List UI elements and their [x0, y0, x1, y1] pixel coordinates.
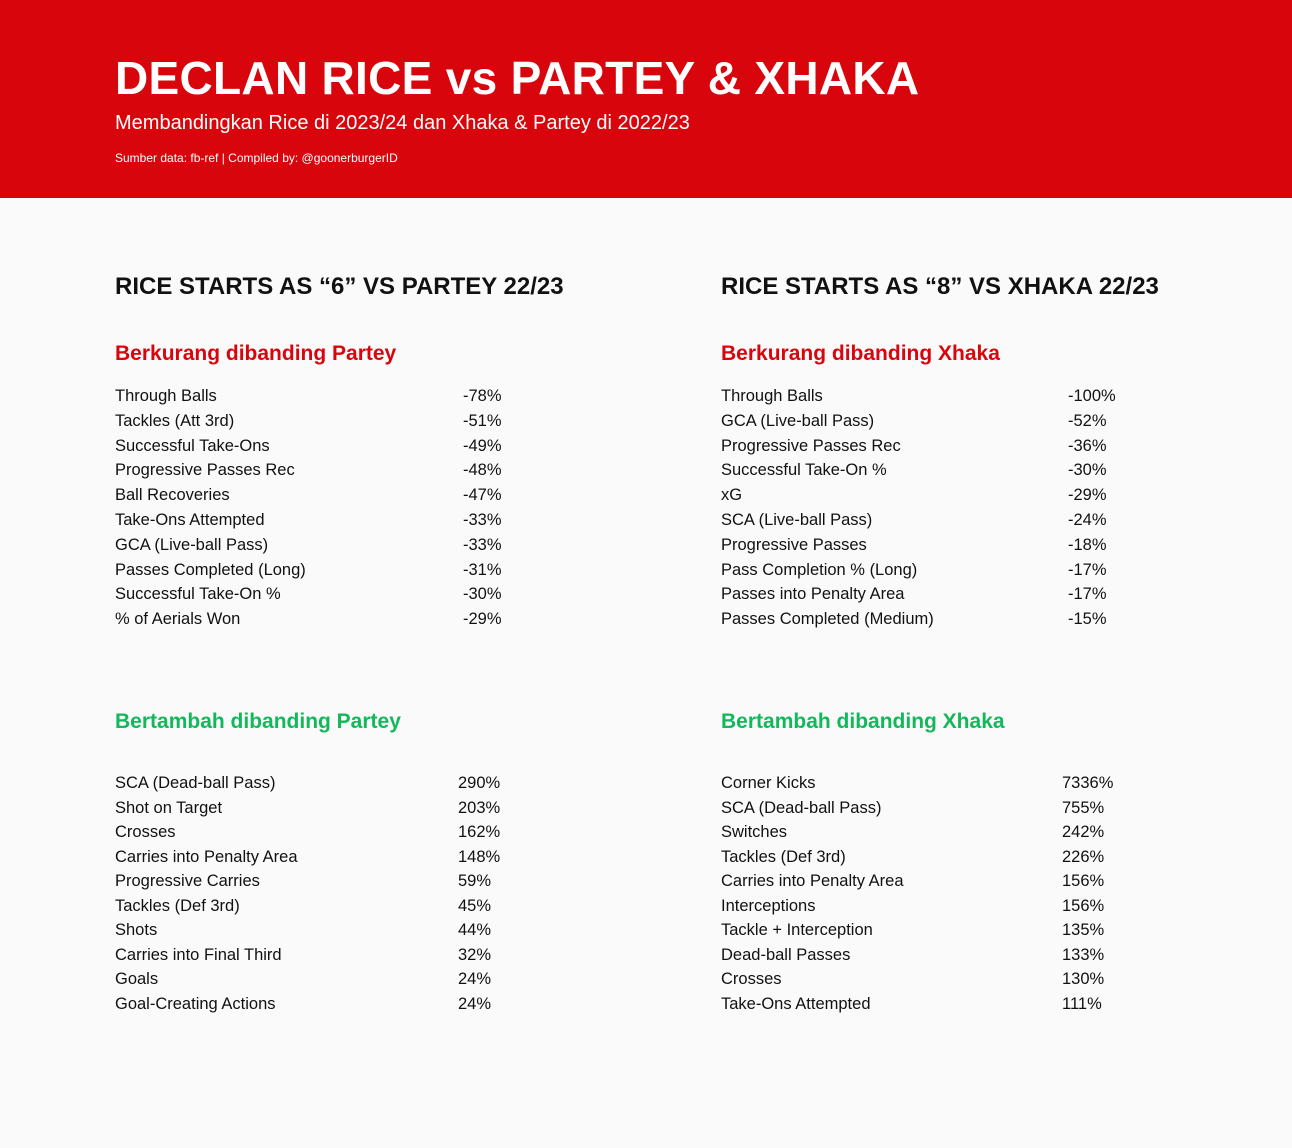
stat-value: 45%: [458, 896, 492, 915]
stat-value: -51%: [463, 411, 502, 430]
stat-row: [115, 533, 635, 558]
stat-label: Take-Ons Attempted: [115, 510, 265, 529]
stat-row: [721, 458, 1241, 483]
stat-value: 755%: [1062, 798, 1105, 817]
stat-row: [721, 483, 1241, 508]
stat-label: Dead-ball Passes: [721, 945, 851, 964]
stat-row: [115, 820, 635, 845]
stat-row: [115, 894, 635, 919]
stat-row: [115, 508, 635, 533]
stat-row: [115, 943, 635, 968]
stat-row: [115, 558, 635, 583]
stat-label: Through Balls: [721, 387, 823, 405]
stat-row: [115, 869, 635, 894]
stat-label: Switches: [721, 823, 788, 841]
stat-value: 59%: [458, 872, 492, 890]
stat-value: 242%: [1062, 823, 1105, 841]
stat-label: Successful Take-On %: [115, 585, 281, 604]
increase-section-title: Bertambah dibanding Xhaka: [721, 710, 1005, 733]
stat-label: Take-Ons Attempted: [721, 994, 871, 1013]
stat-value: 162%: [458, 823, 501, 841]
decrease-list: [721, 384, 1241, 632]
stat-value: 32%: [458, 945, 492, 964]
stat-value: -49%: [463, 436, 502, 455]
stat-row: [721, 943, 1241, 968]
stat-value: -17%: [1068, 560, 1107, 579]
stat-row: [721, 558, 1241, 583]
stat-label: Carries into Final Third: [115, 945, 282, 964]
stat-label: % of Aerials Won: [115, 610, 241, 629]
decrease-section-title: Berkurang dibanding Xhaka: [721, 342, 1000, 365]
header-banner: [0, 0, 1292, 198]
stat-value: -18%: [1068, 535, 1107, 554]
panel-title: RICE STARTS AS “6” VS PARTEY 22/23: [115, 273, 564, 300]
stat-value: 226%: [1062, 847, 1105, 866]
stat-label: Carries into Penalty Area: [115, 847, 298, 866]
stat-row: [115, 918, 635, 943]
stat-label: Tackles (Def 3rd): [115, 896, 240, 915]
stat-value: -29%: [463, 610, 502, 629]
decrease-list: [115, 384, 635, 632]
stat-label: Shots: [115, 921, 158, 939]
stat-value: 24%: [458, 970, 492, 988]
stat-label: Tackle + Interception: [721, 921, 873, 939]
source-credit: Sumber data: fb-ref | Compiled by: @goonerburgerID: [115, 151, 398, 165]
stat-row: [115, 607, 635, 632]
stat-label: Ball Recoveries: [115, 486, 230, 505]
stat-value: 24%: [458, 994, 492, 1013]
stat-value: -33%: [463, 510, 502, 529]
stat-row: [115, 483, 635, 508]
stat-label: Carries into Penalty Area: [721, 872, 904, 890]
increase-section-title: Bertambah dibanding Partey: [115, 710, 401, 733]
stat-row: [721, 508, 1241, 533]
stat-label: SCA (Live-ball Pass): [721, 510, 873, 529]
stat-label: Passes Completed (Long): [115, 560, 306, 579]
stat-row: [721, 967, 1241, 992]
stat-value: -78%: [463, 387, 502, 405]
stat-row: [721, 409, 1241, 434]
stat-value: -17%: [1068, 585, 1107, 604]
stat-value: -15%: [1068, 610, 1107, 629]
increase-list: [115, 771, 635, 1016]
stat-value: -30%: [463, 585, 502, 604]
stat-row: [115, 845, 635, 870]
stat-label: GCA (Live-ball Pass): [721, 411, 875, 430]
stat-row: [721, 992, 1241, 1017]
stat-row: [115, 582, 635, 607]
stat-label: Successful Take-On %: [721, 461, 887, 480]
stat-row: [721, 607, 1241, 632]
stat-value: 203%: [458, 798, 501, 817]
stat-value: 156%: [1062, 896, 1105, 915]
stat-label: Passes Completed (Medium): [721, 610, 934, 629]
increase-list: [721, 771, 1241, 1016]
stat-label: SCA (Dead-ball Pass): [721, 798, 882, 817]
stat-row: [721, 918, 1241, 943]
stat-label: Passes into Penalty Area: [721, 585, 905, 604]
stat-label: Tackles (Att 3rd): [115, 411, 235, 430]
stat-label: Crosses: [721, 970, 782, 988]
stat-row: [721, 869, 1241, 894]
stat-row: [115, 992, 635, 1017]
stat-label: Goal-Creating Actions: [115, 994, 276, 1013]
stat-value: -48%: [463, 461, 502, 480]
stat-label: xG: [721, 486, 743, 505]
stat-value: -33%: [463, 535, 502, 554]
stat-row: [721, 894, 1241, 919]
page-title: DECLAN RICE vs PARTEY & XHAKA: [115, 52, 920, 104]
decrease-section-title: Berkurang dibanding Partey: [115, 342, 397, 365]
stat-value: -36%: [1068, 436, 1107, 455]
stat-label: Progressive Passes: [721, 535, 867, 554]
stat-row: [721, 582, 1241, 607]
page-subtitle: Membandingkan Rice di 2023/24 dan Xhaka & Partey di 2022/23: [115, 112, 690, 134]
stat-label: Corner Kicks: [721, 774, 816, 792]
stat-value: 111%: [1062, 994, 1102, 1013]
stat-label: Progressive Carries: [115, 872, 260, 890]
stat-label: Goals: [115, 970, 159, 988]
stat-label: Interceptions: [721, 896, 816, 915]
stat-value: 135%: [1062, 921, 1105, 939]
stat-row: [721, 384, 1241, 409]
stat-value: -31%: [463, 560, 502, 579]
stat-label: Progressive Passes Rec: [115, 461, 295, 480]
stat-label: Tackles (Def 3rd): [721, 847, 846, 866]
stat-label: Shot on Target: [115, 798, 223, 817]
stat-value: -29%: [1068, 486, 1107, 505]
stat-row: [115, 409, 635, 434]
stat-row: [721, 533, 1241, 558]
stat-row: [115, 458, 635, 483]
stat-row: [115, 796, 635, 821]
stat-value: -24%: [1068, 510, 1107, 529]
stat-row: [115, 771, 635, 796]
stat-value: 148%: [458, 847, 501, 866]
stat-row: [721, 796, 1241, 821]
stat-value: 290%: [458, 774, 501, 792]
stat-label: Progressive Passes Rec: [721, 436, 901, 455]
panel-title: RICE STARTS AS “8” VS XHAKA 22/23: [721, 273, 1159, 300]
stat-label: Through Balls: [115, 387, 217, 405]
stat-label: Pass Completion % (Long): [721, 560, 918, 579]
stat-row: [721, 845, 1241, 870]
stat-row: [115, 434, 635, 459]
stat-value: 130%: [1062, 970, 1105, 988]
stat-value: -52%: [1068, 411, 1107, 430]
stat-row: [115, 384, 635, 409]
stat-value: -30%: [1068, 461, 1107, 480]
stat-value: -100%: [1068, 387, 1116, 405]
stat-value: 7336%: [1062, 774, 1114, 792]
stat-row: [721, 434, 1241, 459]
stat-value: 156%: [1062, 872, 1105, 890]
stat-value: -47%: [463, 486, 502, 505]
stat-row: [115, 967, 635, 992]
stat-row: [721, 771, 1241, 796]
stat-value: 44%: [458, 921, 492, 939]
stat-label: SCA (Dead-ball Pass): [115, 774, 276, 792]
stat-label: GCA (Live-ball Pass): [115, 535, 269, 554]
stat-row: [721, 820, 1241, 845]
stat-label: Successful Take-Ons: [115, 436, 270, 455]
stat-value: 133%: [1062, 945, 1105, 964]
stat-label: Crosses: [115, 823, 176, 841]
